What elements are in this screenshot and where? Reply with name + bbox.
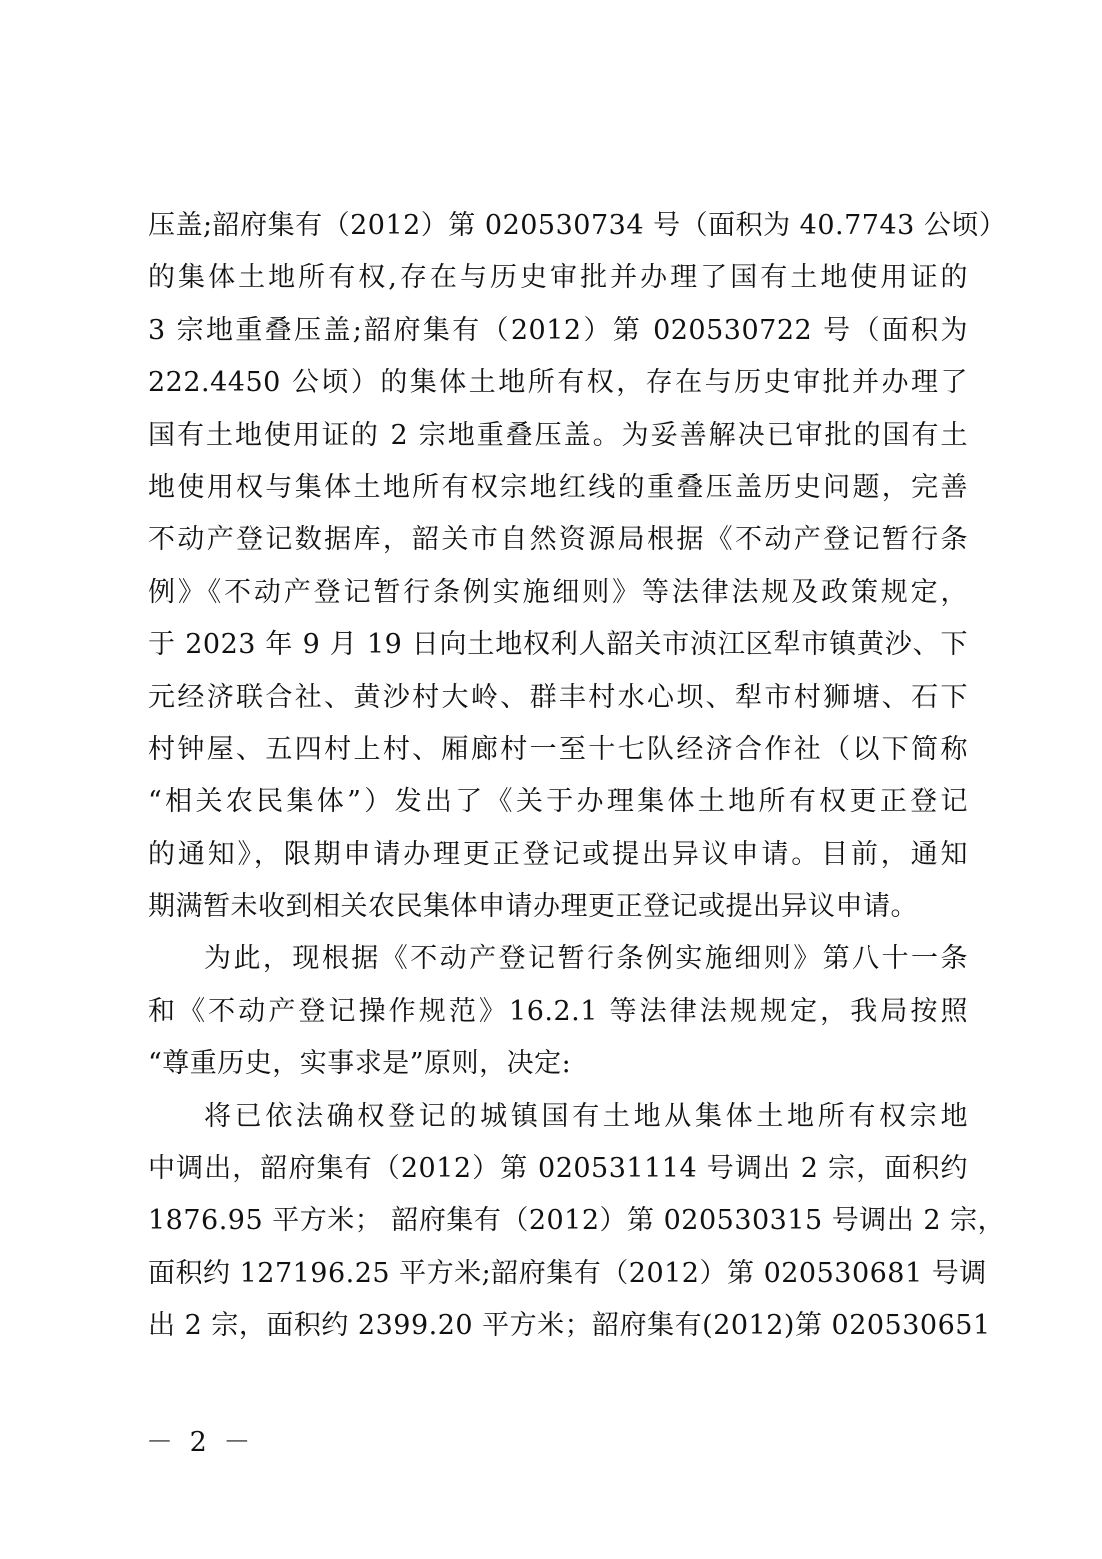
text-line: 压盖;韶府集有（2012）第 020530734 号（面积为 40.7743 公顷） xyxy=(148,210,1007,241)
text-line: 和《不动产登记操作规范》16.2.1 等法律法规规定，我局按照 xyxy=(148,995,968,1027)
text-line: 3 宗地重叠压盖;韶府集有（2012）第 020530722 号（面积为 xyxy=(148,314,968,346)
text-line: 例》《不动产登记暂行条例实施细则》等法律法规及政策规定， xyxy=(148,576,968,608)
page-number: － 2 － xyxy=(146,1427,255,1458)
text-line: 于 2023 年 9 月 19 日向土地权利人韶关市浈江区犁市镇黄沙、下 xyxy=(148,629,968,661)
text-line: 地使用权与集体土地所有权宗地红线的重叠压盖历史问题，完善 xyxy=(148,471,968,503)
text-line: 元经济联合社、黄沙村大岭、群丰村水心坝、犁市村狮塘、石下 xyxy=(148,681,968,713)
text-line: 面积约 127196.25 平方米;韶府集有（2012）第 020530681 号调 xyxy=(148,1257,987,1289)
text-line: 不动产登记数据库，韶关市自然资源局根据《不动产登记暂行条 xyxy=(148,524,968,556)
text-line: 的集体土地所有权,存在与历史审批并办理了国有土地使用证的 xyxy=(148,262,968,294)
text-line: 村钟屋、五四村上村、厢廊村一至十七队经济合作社（以下简称 xyxy=(148,733,968,765)
text-line: “尊重历史，实事求是”原则，决定: xyxy=(148,1048,572,1080)
text-line: 出 2 宗，面积约 2399.20 平方米；韶府集有(2012)第 020530651 xyxy=(148,1310,991,1342)
text-line: 期满暂未收到相关农民集体申请办理更正登记或提出异议申请。 xyxy=(148,891,918,923)
text-line: 将已依法确权登记的城镇国有土地从集体土地所有权宗地 xyxy=(204,1100,968,1132)
text-line: 为此，现根据《不动产登记暂行条例实施细则》第八十一条 xyxy=(204,943,968,975)
text-line: 的通知》，限期申请办理更正登记或提出异议申请。目前，通知 xyxy=(148,838,968,870)
text-line: 中调出，韶府集有（2012）第 020531114 号调出 2 宗，面积约 xyxy=(148,1153,968,1185)
text-line: 国有土地使用证的 2 宗地重叠压盖。为妥善解决已审批的国有土 xyxy=(148,419,968,451)
text-line: “相关农民集体”）发出了《关于办理集体土地所有权更正登记 xyxy=(148,786,968,818)
text-line: 222.4450 公顷）的集体土地所有权，存在与历史审批并办理了 xyxy=(148,367,968,399)
text-line: 1876.95 平方米； 韶府集有（2012）第 020530315 号调出 2 宗， xyxy=(148,1205,1006,1237)
body-text xyxy=(148,200,1007,1353)
